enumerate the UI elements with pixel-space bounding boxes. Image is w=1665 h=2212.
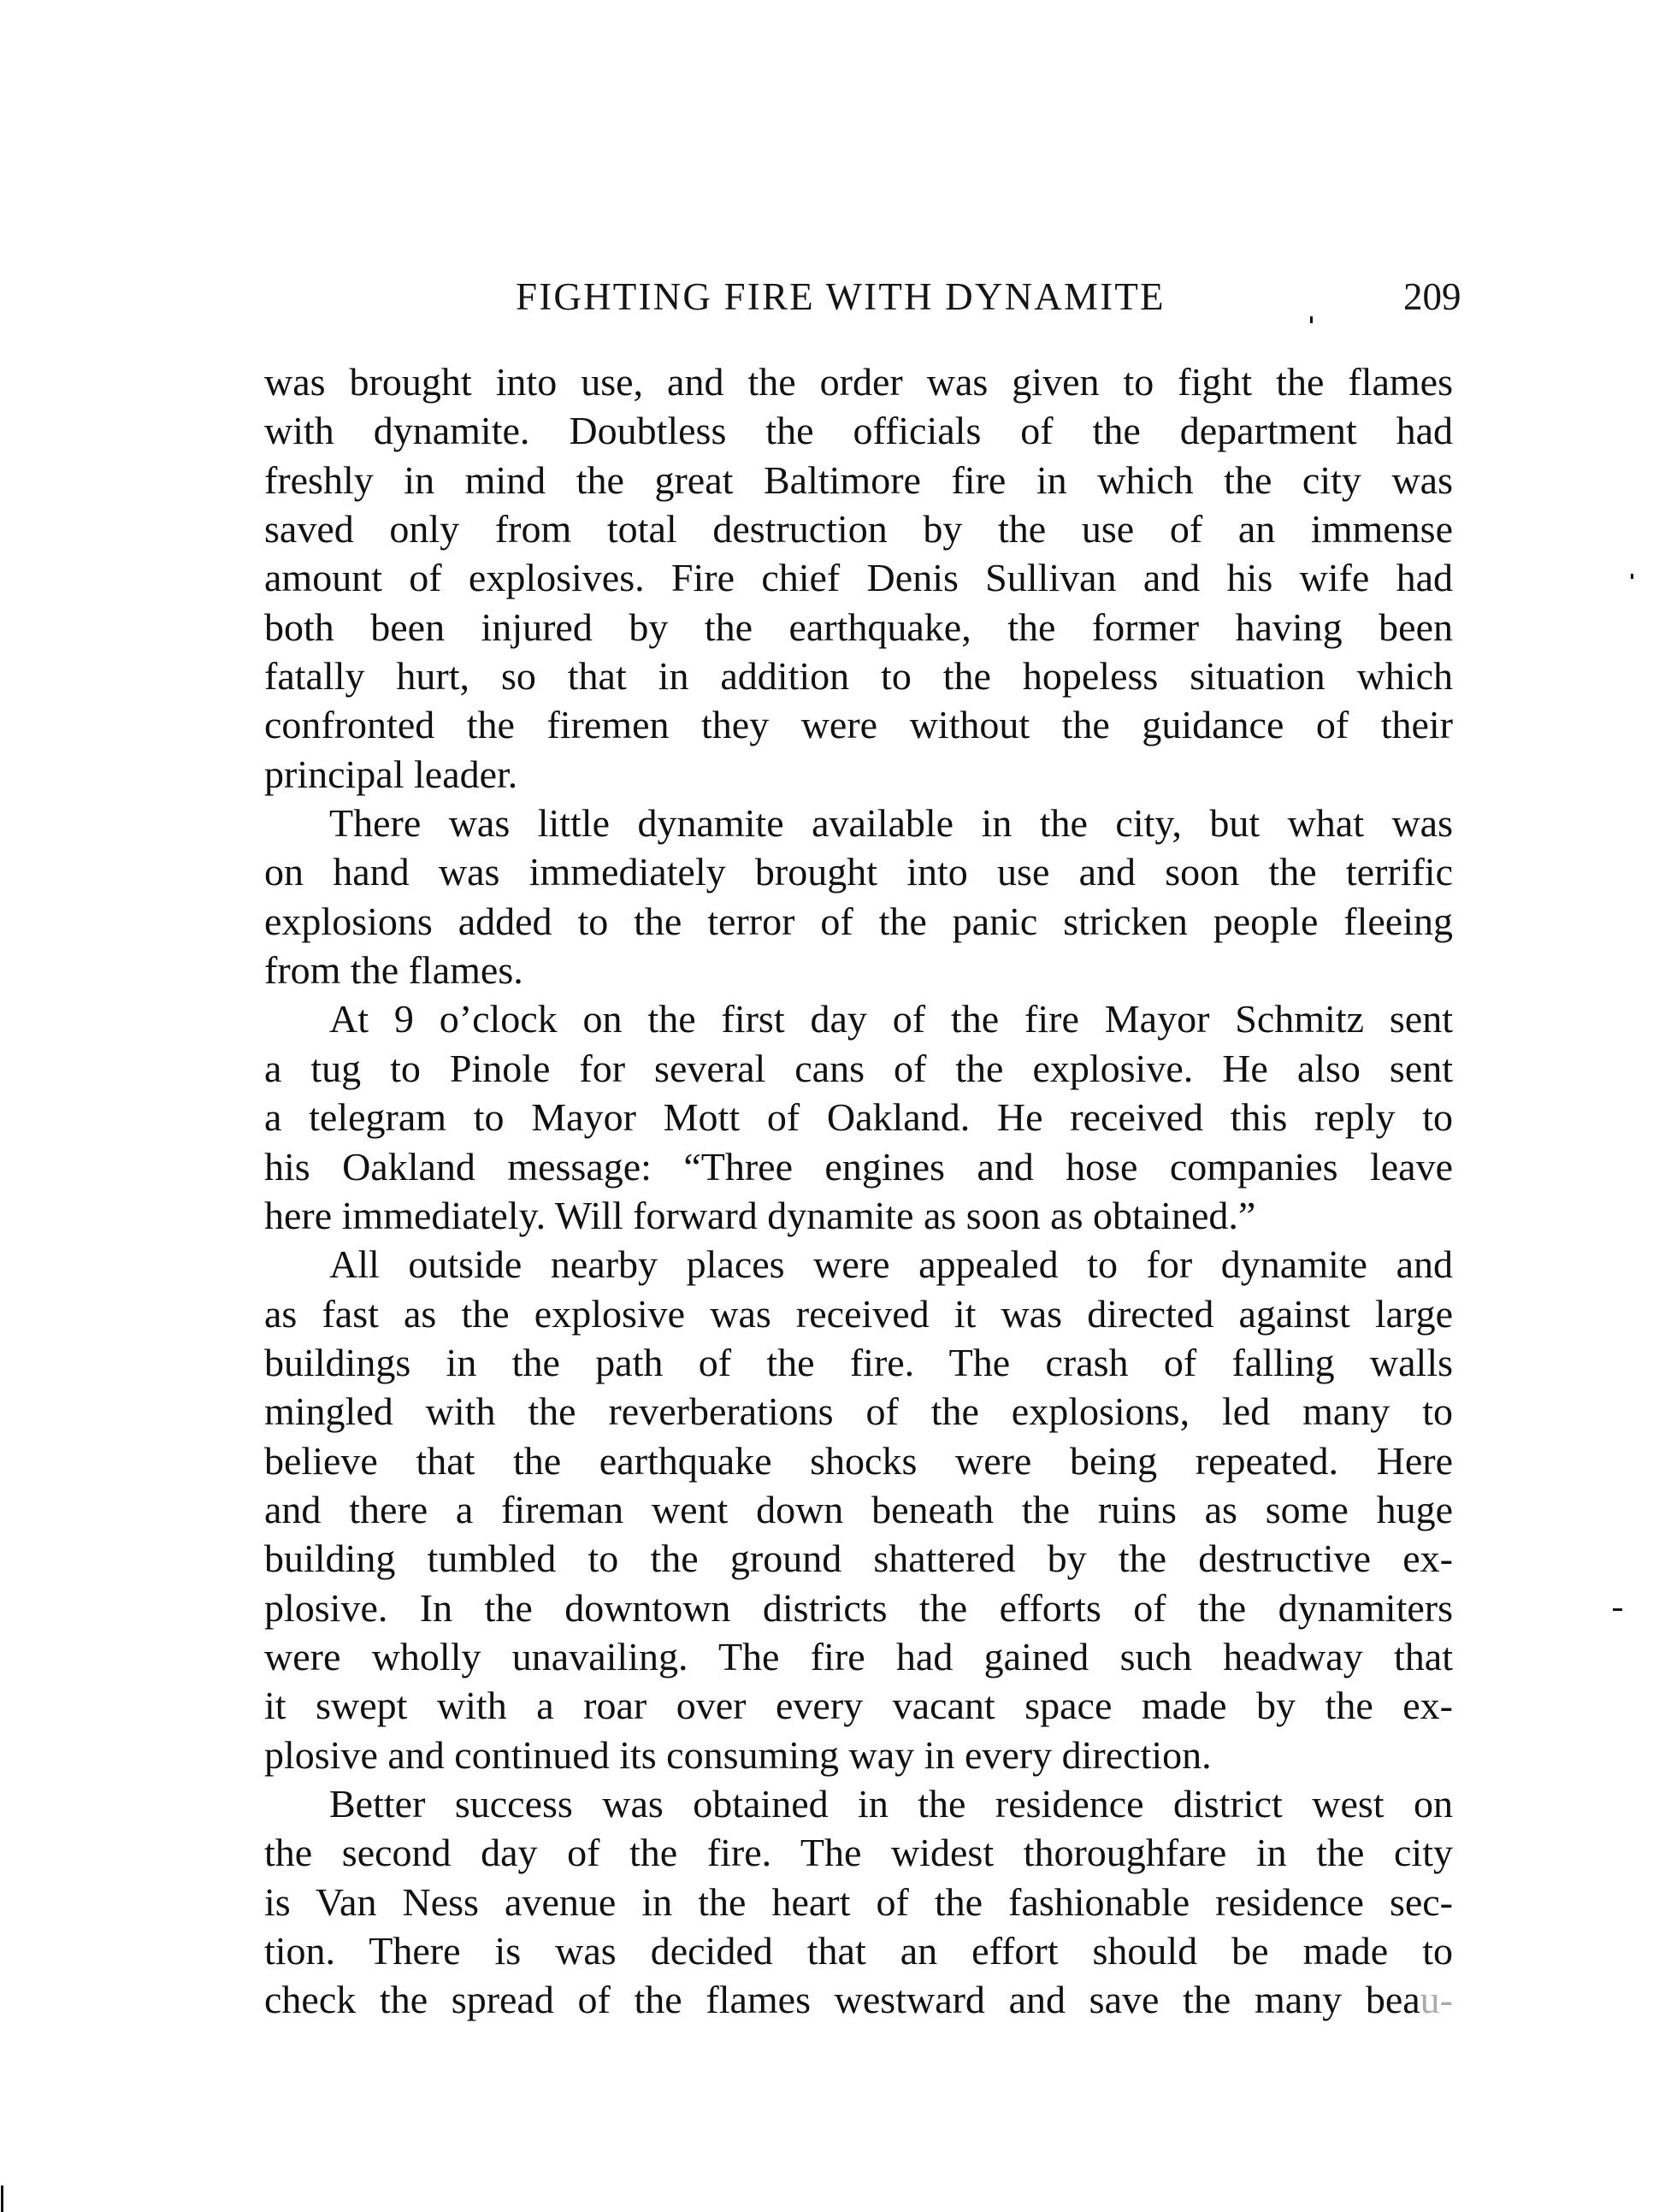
body-text [264,357,1453,2025]
text-line: here immediately. Will forward dynamite as soon as obtained.” [264,1193,1256,1237]
running-title: FIGHTING FIRE WITH DYNAMITE [516,275,1166,318]
text-line: his Oakland message: “Three engines and hose companies leave [264,1144,1453,1189]
text-line: both been injured by the earthquake, the former having been [264,605,1453,649]
text-line: buildings in the path of the fire. The crash of falling walls [264,1340,1453,1384]
text-line: it swept with a roar over every vacant space made by the ex- [264,1684,1453,1728]
paragraph-start-line: All outside nearby places were appealed to for dynamite and [329,1242,1453,1287]
text-line: and there a fireman went down beneath the ruins as some huge [264,1487,1453,1531]
text-line: saved only from total destruction by the use of an immense [264,507,1453,552]
text-line: was brought into use, and the order was given to fight the flames [264,360,1453,404]
text-line: amount of explosives. Fire chief Denis Sullivan and his wife had [264,556,1453,600]
text-line: building tumbled to the ground shattered by the destructive ex- [264,1537,1453,1581]
text-line: plosive and continued its consuming way in every direction. [264,1732,1212,1777]
text-line: with dynamite. Doubtless the officials of the department had [264,409,1453,453]
text-line: principal leader. [264,752,518,796]
paragraph-start-line: There was little dynamite available in the city, but what was [329,801,1453,846]
text-line: a tug to Pinole for several cans of the explosive. He also sent [264,1046,1453,1090]
text-line: believe that the earthquake shocks were being repeated. Here [264,1438,1453,1483]
scan-speck [1631,574,1633,579]
text-line: mingled with the reverberations of the explosions, led many to [264,1389,1453,1434]
text-line: is Van Ness avenue in the heart of the fashionable residence sec- [264,1879,1453,1924]
text-line: explosions added to the terror of the panic stricken people fleeing [264,899,1453,943]
text-line: the second day of the fire. The widest thoroughfare in the city [264,1831,1453,1875]
paragraph-start-line: Better success was obtained in the residence district west on [329,1781,1453,1826]
scan-speck [1613,1608,1622,1611]
text-line: tion. There is was decided that an effort should be made to [264,1929,1453,1973]
text-line-final-main: check the spread of the flames westward and save the many bea [264,1978,1420,2022]
text-line-final [264,1975,1453,2024]
text-line: were wholly unavailing. The fire had gained such headway that [264,1634,1453,1678]
broken-glyph-fragment: u- [1420,1978,1453,2022]
scan-speck [1310,316,1313,323]
page-number: 209 [1403,275,1461,318]
text-line: from the flames. [264,948,523,993]
text-line: as fast as the explosive was received it was directed against large [264,1291,1453,1336]
scan-edge-mark [1,2185,3,2212]
text-line: plosive. In the downtown districts the efforts of the dynamiters [264,1585,1453,1630]
text-line: a telegram to Mayor Mott of Oakland. He received this reply to [264,1095,1453,1140]
text-line: fatally hurt, so that in addition to the hopeless situation which [264,654,1453,699]
paragraph-start-line: At 9 o’clock on the first day of the fire Mayor Schmitz sent [329,997,1453,1041]
text-line: freshly in mind the great Baltimore fire in which the city was [264,457,1453,502]
text-line: on hand was immediately brought into use and soon the terrific [264,850,1453,894]
text-line: confronted the firemen they were without the guidance of their [264,703,1453,747]
